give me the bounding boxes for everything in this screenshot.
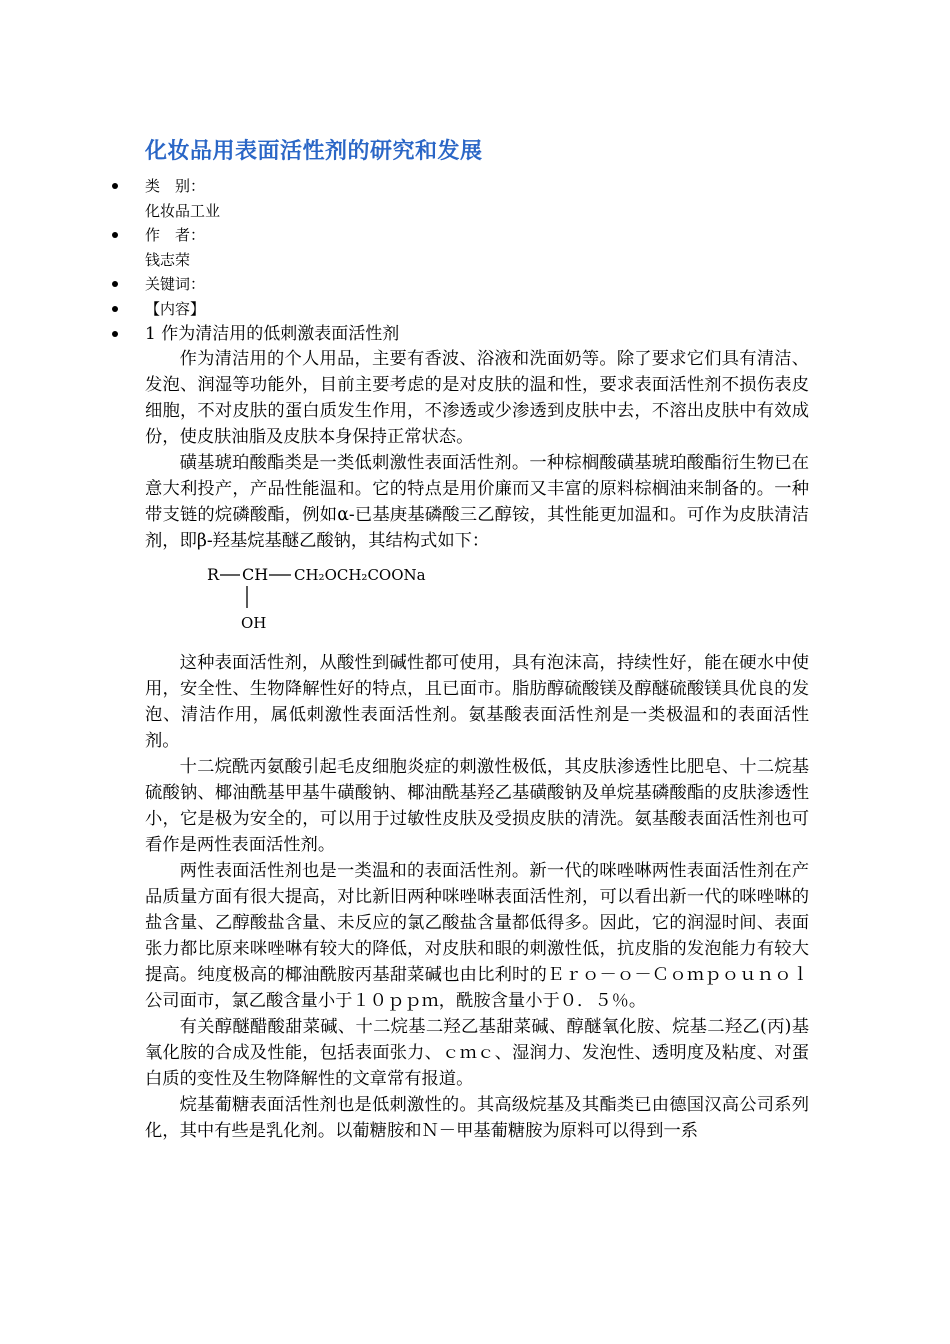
page-title: 化妆品用表面活性剂的研究和发展 [145, 139, 483, 164]
paragraph-6: 有关醇醚醋酸甜菜碱、十二烷基二羟乙基甜菜碱、醇醚氧化胺、烷基二羟乙(丙)基氧化胺的合成及性能，包括表面张力、ｃｍｃ、湿润力、发泡性、透明度及粘度、对蛋白质的变性及生物降解性的文章常有报道。 [145, 1017, 809, 1089]
formula-r: R [207, 565, 220, 584]
formula-oh: OH [241, 614, 267, 632]
paragraph-2: 磺基琥珀酸酯类是一类低刺激性表面活性剂。一种棕榈酸磺基琥珀酸酯衍生物已在意大利投产，产品性能温和。它的特点是用价廉而又丰富的原料棕榈油来制备的。一种带支链的烷磷酸酯，例如α-已基庚基磷酸三乙醇铵，其性能更加温和。可作为皮肤清洁剂，即β-羟基烷基醚乙酸钠，其结构式如下： [145, 453, 809, 551]
metadata-list [0, 174, 950, 346]
formula-ch: CH [242, 565, 269, 584]
keywords-label: 关键词： [145, 275, 206, 294]
paragraph-7: 烷基葡糖表面活性剂也是低刺激性的。其高级烷基及其酯类已由德国汉高公司系列化，其中有些是乳化剂。以葡糖胺和Ｎ－甲基葡糖胺为原料可以得到一系 [145, 1095, 809, 1141]
bullet-icon [112, 331, 118, 337]
bullet-icon [112, 232, 118, 238]
author-label: 作 者： [145, 226, 206, 245]
list-item-section-heading [0, 322, 950, 347]
bullet-icon [112, 306, 118, 312]
structural-formula [145, 554, 809, 650]
paragraph-1: 作为清洁用的个人用品，主要有香波、浴液和洗面奶等。除了要求它们具有清洁、发泡、润湿等功能外，目前主要考虑的是对皮肤的温和性，要求表面活性剂不损伤表皮细胞，不对皮肤的蛋白质发生作用，不渗透或少渗透到皮肤中去，不溶出皮肤中有效成份，使皮肤油脂及皮肤本身保持正常状态。 [145, 349, 809, 447]
list-item-author [0, 223, 950, 248]
paragraph-5: 两性表面活性剂也是一类温和的表面活性剂。新一代的咪唑啉两性表面活性剂在产品质量方面有很大提高，对比新旧两种咪唑啉表面活性剂，可以看出新一代的咪唑啉的盐含量、乙醇酸盐含量、未反应的氯乙酸盐含量都低得多。因此，它的润湿时间、表面张力都比原来咪唑啉有较大的降低，对皮肤和眼的刺激性低，抗皮脂的发泡能力有较大提高。纯度极高的椰油酰胺丙基甜菜碱也由比利时的Ｅｒｏ－ｏ－Ｃｏｍｐｏｕｎｏｌ公司面市，氯乙酸含量小于１０ｐｐｍ，酰胺含量小于０．５％。 [145, 861, 809, 1011]
bullet-icon [112, 281, 118, 287]
formula-chain: CH₂OCH₂COONa [294, 566, 426, 584]
list-item-content [0, 297, 950, 322]
paragraph-3: 这种表面活性剂，从酸性到碱性都可使用，具有泡沫高，持续性好，能在硬水中使用，安全性、生物降解性好的特点，且已面市。脂肪醇硫酸镁及醇醚硫酸镁具优良的发泡、清洁作用，属低刺激性表面活性剂。氨基酸表面活性剂是一类极温和的表面活性剂。 [145, 653, 809, 751]
category-value-row [0, 199, 950, 224]
bullet-icon [112, 183, 118, 189]
section-heading: 1 作为清洁用的低刺激表面活性剂 [145, 323, 400, 344]
paragraph-4: 十二烷酰丙氨酸引起毛皮细胞炎症的刺激性极低，其皮肤渗透性比肥皂、十二烷基硫酸钠、椰油酰基甲基牛磺酸钠、椰油酰基羟乙基磺酸钠及单烷基磷酸酯的皮肤渗透性小，它是极为安全的，可以用于过敏性皮肤及受损皮肤的清洗。氨基酸表面活性剂也可看作是两性表面活性剂。 [145, 757, 809, 855]
article-body [145, 346, 809, 1144]
formula-diagram [207, 558, 467, 648]
author-value-row [0, 248, 950, 273]
list-item-category [0, 174, 950, 199]
list-item-keywords [0, 272, 950, 297]
author-value: 钱志荣 [145, 250, 191, 269]
category-label: 类 别： [145, 177, 206, 195]
content-label: 【内容】 [145, 299, 206, 318]
category-value: 化妆品工业 [145, 201, 221, 220]
